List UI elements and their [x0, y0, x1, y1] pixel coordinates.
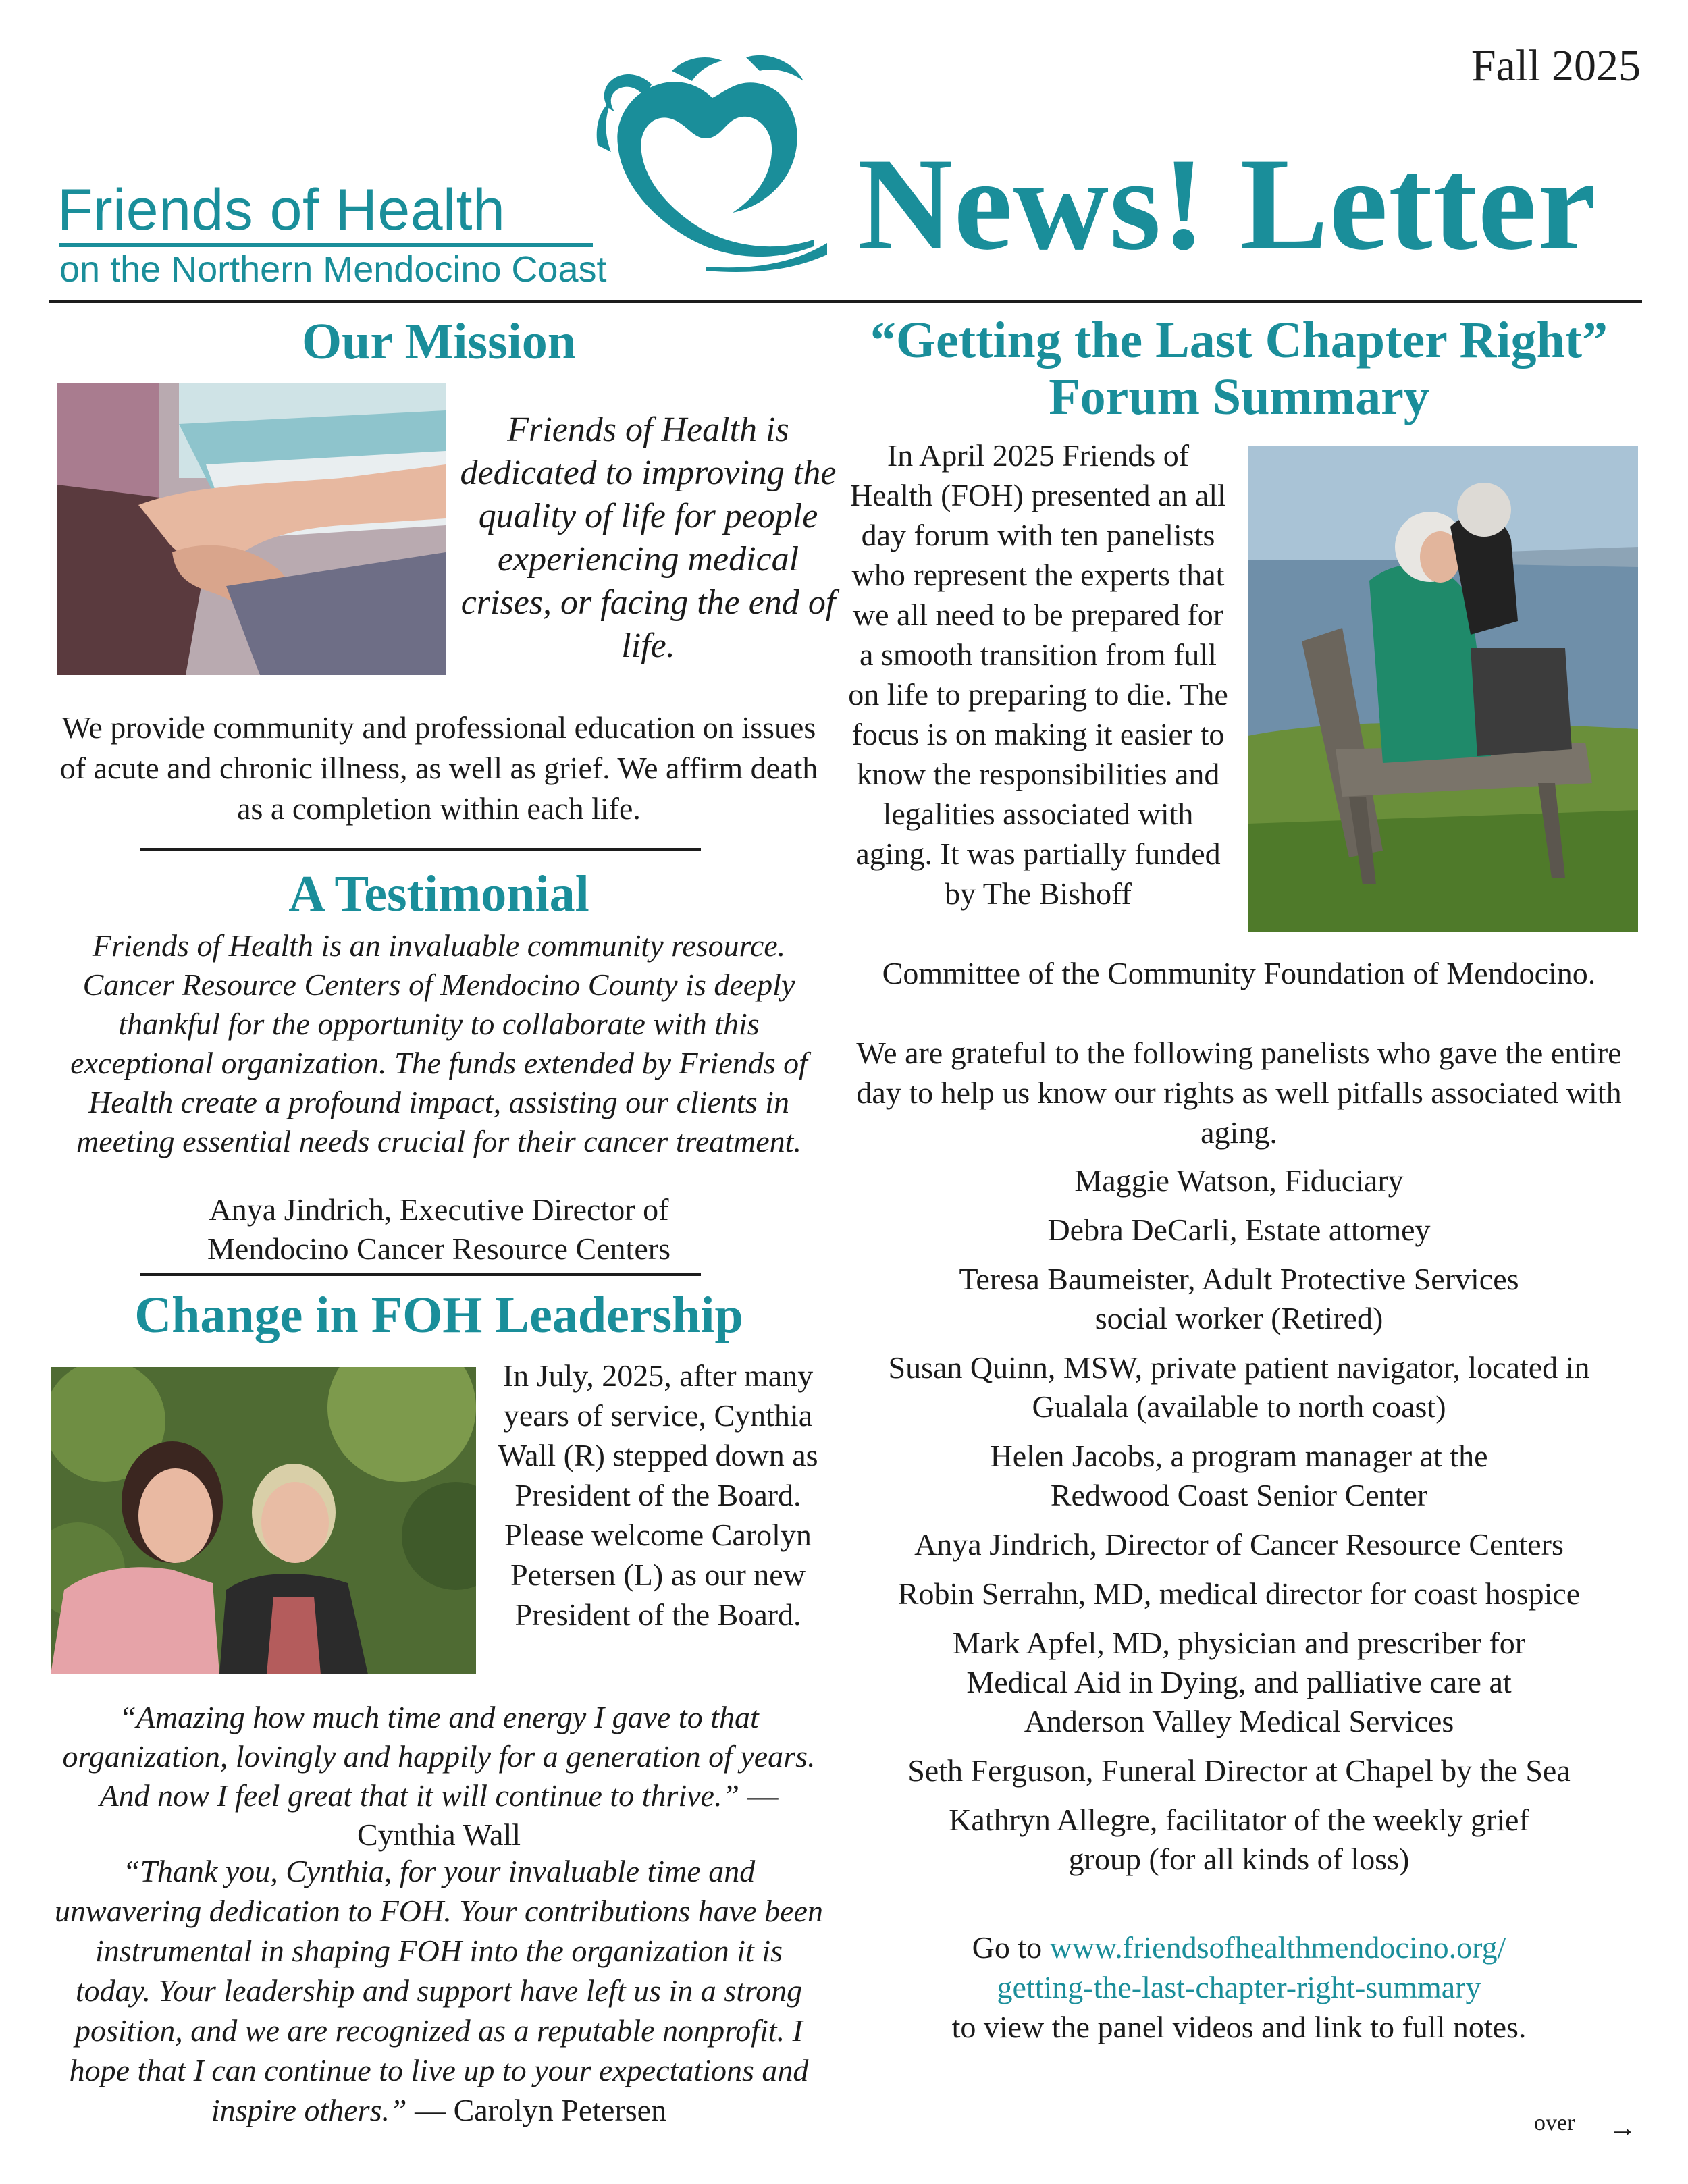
season-label: Fall 2025: [1471, 41, 1641, 90]
over-label: over: [1534, 2110, 1575, 2135]
goto-prefix: Go to: [972, 1930, 1050, 1965]
header-divider: [49, 300, 1642, 303]
quote-author: — Carolyn Petersen: [406, 2093, 667, 2127]
signature-line: Mendocino Cancer Resource Centers: [207, 1231, 670, 1266]
wave-heart-logo-icon: [571, 44, 841, 273]
carolyn-quote: [54, 1851, 824, 2130]
leadership-heading: Change in FOH Leadership: [134, 1287, 743, 1343]
leadership-text: In July, 2025, after many years of service, Cynthia Wall (R) stepped down as President of the Board. Please welcome Carolyn Petersen (L) as our new President of the Board.: [498, 1358, 818, 1632]
forum-summary-link[interactable]: [997, 1930, 1506, 2004]
section-divider: [140, 848, 701, 851]
quote-author: — Cynthia Wall: [357, 1778, 779, 1852]
forum-heading: [837, 313, 1641, 425]
panelist-item: Mark Apfel, MD, physician and prescriber for Medical Aid in Dying, and palliative care at Anderson Valley Medical Services: [952, 1626, 1526, 1738]
panelist-item: Maggie Watson, Fiduciary: [1074, 1163, 1404, 1198]
panelist-item: Debra DeCarli, Estate attorney: [1047, 1213, 1431, 1247]
logo-subtitle: on the Northern Mendocino Coast: [59, 249, 607, 290]
link-line: www.friendsofhealthmendocino.org/: [1049, 1930, 1506, 1965]
mission-statement: Friends of Health is dedicated to improving the quality of life for people experiencing medical crises, or facing the end of life.: [460, 410, 837, 665]
mission-heading: Our Mission: [301, 313, 577, 370]
couple-on-bench-photo: [1248, 446, 1638, 932]
forum-heading-line: “Getting the Last Chapter Right”: [870, 312, 1608, 369]
forum-link-paragraph: [837, 1927, 1641, 2047]
testimonial-quote: Friends of Health is an invaluable community resource. Cancer Resource Centers of Mendocino County is deeply thankful for the opportunity to collaborate with this exceptional organization. The funds extended by Friends of Health create a profound impact, assisting our clients in meeting essential needs crucial for their cancer treatment.: [70, 928, 808, 1158]
right-arrow-icon: →: [1608, 2112, 1637, 2143]
goto-suffix: to view the panel videos and link to full notes.: [951, 2010, 1527, 2044]
section-divider: [140, 1273, 701, 1276]
panelist-list: [837, 1161, 1641, 1889]
two-women-portrait-photo: [51, 1367, 476, 1674]
panelist-item: Robin Serrahn, MD, medical director for coast hospice: [897, 1576, 1581, 1611]
signature-line: Anya Jindrich, Executive Director of: [209, 1192, 669, 1227]
forum-intro-text-end: Committee of the Community Foundation of Mendocino.: [882, 956, 1596, 990]
logo-divider: [59, 243, 593, 247]
forum-heading-line: Forum Summary: [1049, 368, 1429, 425]
cynthia-quote: [54, 1698, 824, 1855]
panelist-item: Kathryn Allegre, facilitator of the weekly grief group (for all kinds of loss): [949, 1803, 1529, 1876]
panelists-intro: We are grateful to the following panelists who gave the entire day to help us know our rights as well pitfalls associated with aging.: [856, 1036, 1622, 1150]
panelist-item: Seth Ferguson, Funeral Director at Chapel by the Sea: [907, 1753, 1571, 1788]
panelist-item: Susan Quinn, MSW, private patient navigator, located in Gualala (available to north coast): [888, 1350, 1590, 1424]
panelist-item: Teresa Baumeister, Adult Protective Services social worker (Retired): [959, 1262, 1519, 1335]
link-line: getting-the-last-chapter-right-summary: [997, 1970, 1481, 2004]
logo-name: Friends of Health: [57, 178, 506, 242]
forum-intro-text: In April 2025 Friends of Health (FOH) presented an all day forum with ten panelists who represent the experts that we all need to be prepared for a smooth transition from full on life to preparing to die. The focus is on making it easier to know the responsibilities and legalities associated with aging. It was partially funded by The Bishoff: [848, 438, 1228, 911]
mission-body-text: We provide community and professional education on issues of acute and chronic illness, as well as grief. We affirm death as a completion within each life.: [59, 710, 818, 826]
panelist-item: Anya Jindrich, Director of Cancer Resource Centers: [914, 1527, 1564, 1562]
testimonial-signature: [54, 1190, 824, 1269]
masthead-title: News! Letter: [858, 131, 1597, 277]
quote-text: “Thank you, Cynthia, for your invaluable time and unwavering dedication to FOH. Your contributions have been instrumental in shaping FOH into the organization it is today. Your leadership and support have left us in a strong position, and we are recognized as a reputable nonprofit. I hope that I can continue to live up to your expectations and inspire others.”: [55, 1854, 823, 2127]
testimonial-heading: A Testimonial: [288, 865, 589, 922]
quote-text: “Amazing how much time and energy I gave to that organization, lovingly and happily for a generation of years. And now I feel great that it will continue to thrive.”: [62, 1700, 816, 1813]
holding-hands-photo: [57, 383, 446, 675]
panelist-item: Helen Jacobs, a program manager at the Redwood Coast Senior Center: [990, 1439, 1488, 1512]
